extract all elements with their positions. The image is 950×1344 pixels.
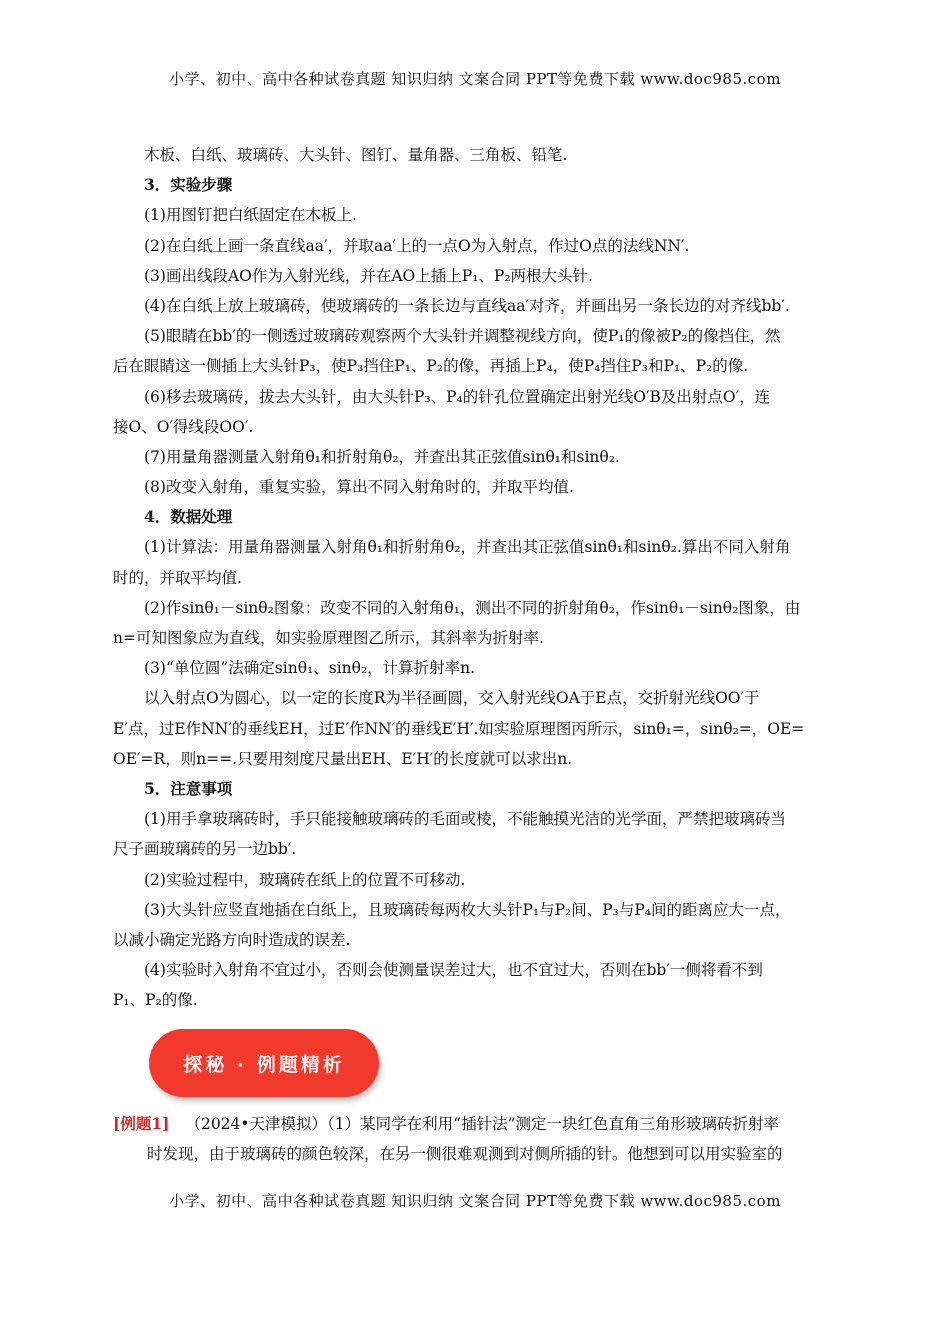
note-line: (3)大头针应竖直地插在白纸上，且玻璃砖每两枚大头针P₁与P₂间、P₃与P₄间的距离应大一点， bbox=[144, 900, 791, 919]
data-line: OE′=R，则n==.只要用刻度尺量出EH、E′H′的长度就可以求出n. bbox=[113, 749, 573, 768]
step-line: (1)用图钉把白纸固定在木板上. bbox=[144, 206, 357, 225]
note-line: 以减小确定光路方向时造成的误差. bbox=[113, 930, 351, 949]
step-line: (4)在白纸上放上玻璃砖，使玻璃砖的一条长边与直线aa′对齐，并画出另一条长边的对齐线bb′. bbox=[144, 296, 790, 315]
step-line: 接O、O′得线段OO′. bbox=[113, 417, 254, 436]
example-tag: [例题1] bbox=[113, 1114, 170, 1134]
document-body bbox=[113, 140, 838, 1169]
note-line: 尺子画玻璃砖的另一边bb′. bbox=[113, 840, 297, 859]
step-line: 后在眼睛这一侧插上大头针P₃，使P₃挡住P₁、P₂的像，再插上P₄，使P₄挡住P₃和P₁、P₂的像. bbox=[113, 357, 749, 376]
note-line: P₁、P₂的像. bbox=[113, 991, 198, 1010]
step-line: (6)移去玻璃砖，拔去大头针，由大头针P₃、P₄的针孔位置确定出射光线O′B及出射点O′，连 bbox=[144, 387, 771, 406]
page-header: 小学、初中、高中各种试卷真题 知识归纳 文案合同 PPT等免费下载 www.doc985.com bbox=[169, 70, 781, 88]
example-first-line bbox=[113, 1109, 838, 1139]
note-line: (4)实验时入射角不宜过小，否则会使测量误差过大，也不宜过大，否则在bb′一侧将看不到 bbox=[144, 961, 763, 980]
data-line: (3)“单位圆”法确定sinθ₁、sinθ₂，计算折射率n. bbox=[144, 659, 476, 678]
data-line: 以入射点O为圆心，以一定的长度R为半径画圆，交入射光线OA于E点，交折射光线OO′于 bbox=[144, 689, 760, 708]
section-heading-notes: 5．注意事项 bbox=[144, 778, 233, 798]
data-line: 时的，并取平均值. bbox=[113, 568, 242, 587]
page-footer: 小学、初中、高中各种试卷真题 知识归纳 文案合同 PPT等免费下载 www.doc985.com bbox=[169, 1192, 781, 1210]
step-line: (2)在白纸上画一条直线aa′，并取aa′上的一点O为入射点，作过O点的法线NN′. bbox=[144, 236, 690, 255]
data-line: (1)计算法：用量角器测量入射角θ₁和折射角θ₂，并查出其正弦值sinθ₁和sinθ₂.算出不同入射角 bbox=[144, 538, 791, 557]
materials-line: 木板、白纸、玻璃砖、大头针、图钉、量角器、三角板、铅笔. bbox=[144, 146, 568, 164]
example-text: （2024•天津模拟）（1）某同学在利用“插针法”测定一块红色直角三角形玻璃砖折射率 bbox=[185, 1115, 780, 1134]
data-line: E′点，过E作NN′的垂线EH，过E′作NN′的垂线E′H′.如实验原理图丙所示，sinθ₁=，sinθ₂=，OE= bbox=[113, 719, 805, 738]
step-line: (5)眼睛在bb′的一侧透过玻璃砖观察两个大头针并调整视线方向，使P₁的像被P₂的像挡住，然 bbox=[144, 327, 781, 346]
data-line: (2)作sinθ₁－sinθ₂图象：改变不同的入射角θ₁，测出不同的折射角θ₂，作sinθ₁－sinθ₂图象，由 bbox=[144, 598, 801, 617]
step-line: (8)改变入射角，重复实验，算出不同入射角时的，并取平均值. bbox=[144, 478, 574, 497]
example-section-banner: 探秘 · 例题精析 bbox=[149, 1029, 379, 1097]
data-line: n=可知图象应为直线，如实验原理图乙所示，其斜率为折射率. bbox=[113, 629, 544, 647]
section-heading-steps: 3．实验步骤 bbox=[144, 175, 233, 195]
step-line: (3)画出线段AO作为入射光线，并在AO上插上P₁、P₂两根大头针. bbox=[144, 266, 593, 285]
section-heading-data: 4．数据处理 bbox=[144, 507, 233, 527]
example-continuation: 时发现，由于玻璃砖的颜色较深，在另一侧很难观测到对侧所插的针。他想到可以用实验室的 bbox=[147, 1145, 783, 1164]
note-line: (1)用手拿玻璃砖时，手只能接触玻璃砖的毛面或棱，不能触摸光洁的光学面，严禁把玻璃砖当 bbox=[144, 810, 786, 829]
step-line: (7)用量角器测量入射角θ₁和折射角θ₂，并查出其正弦值sinθ₁和sinθ₂. bbox=[144, 447, 620, 466]
note-line: (2)实验过程中，玻璃砖在纸上的位置不可移动. bbox=[144, 870, 466, 889]
